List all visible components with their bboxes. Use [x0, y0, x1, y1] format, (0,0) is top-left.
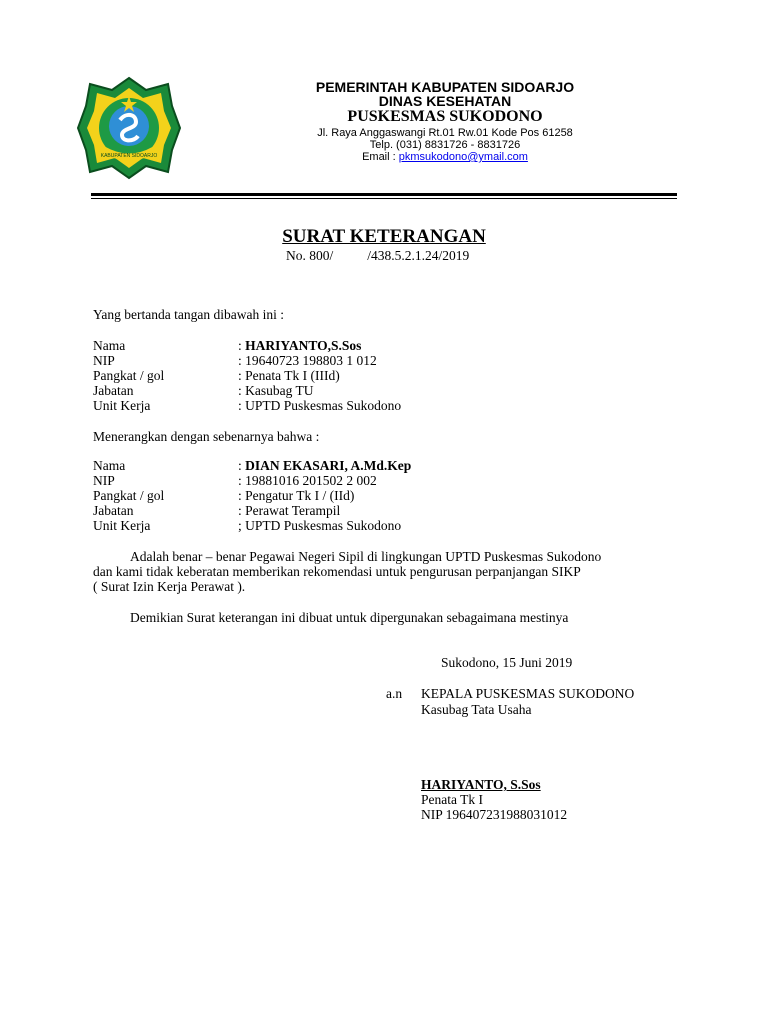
- body-line-1: Adalah benar – benar Pegawai Negeri Sipil di lingkungan UPTD Puskesmas Sukodono: [130, 549, 602, 564]
- svg-text:KABUPATEN SIDOARJO: KABUPATEN SIDOARJO: [100, 153, 158, 159]
- field-value: : Penata Tk I (IIId): [238, 368, 340, 383]
- middle-text: Menerangkan dengan sebenarnya bahwa :: [93, 429, 320, 444]
- field-label: Nama: [93, 338, 126, 353]
- field-label: Unit Kerja: [93, 398, 151, 413]
- field-label: NIP: [93, 473, 115, 488]
- document-number: [286, 248, 469, 264]
- field-value: : DIAN EKASARI, A.Md.Kep: [238, 458, 412, 473]
- signer-title-2: Kasubag Tata Usaha: [421, 702, 532, 717]
- signer-name: HARIYANTO, S.Sos: [421, 777, 541, 792]
- letterhead-department: DINAS KESEHATAN: [378, 93, 512, 109]
- letterhead-phone: Telp. (031) 8831726 - 8831726: [369, 139, 521, 151]
- field-value: : HARIYANTO,S.Sos: [238, 338, 362, 353]
- field-label: Jabatan: [93, 383, 134, 398]
- number-suffix: /438.5.2.1.24/2019: [367, 248, 470, 263]
- intro-text: Yang bertanda tangan dibawah ini :: [93, 307, 284, 322]
- signer-rank: Penata Tk I: [421, 792, 483, 807]
- on-behalf-label: a.n: [386, 686, 403, 701]
- field-value: : 19881016 201502 2 002: [238, 473, 377, 488]
- field-value: : Perawat Terampil: [238, 503, 341, 518]
- field-label: Jabatan: [93, 503, 134, 518]
- document-title: SURAT KETERANGAN: [282, 226, 486, 247]
- field-value: ; UPTD Puskesmas Sukodono: [238, 518, 402, 533]
- field-value: : UPTD Puskesmas Sukodono: [238, 398, 402, 413]
- letterhead-divider-thick: [91, 193, 677, 196]
- field-value: : 19640723 198803 1 012: [238, 353, 377, 368]
- field-value: : Pengatur Tk I / (IId): [238, 488, 355, 503]
- body-line-3: ( Surat Izin Kerja Perawat ).: [93, 579, 246, 594]
- field-label: Unit Kerja: [93, 518, 151, 533]
- letterhead-institution: PUSKESMAS SUKODONO: [347, 108, 543, 125]
- email-link[interactable]: pkmsukodono@ymail.com: [398, 151, 528, 163]
- field-label: Pangkat / gol: [93, 368, 165, 383]
- signer-nip: NIP 196407231988031012: [421, 807, 568, 822]
- field-label: Pangkat / gol: [93, 488, 165, 503]
- body-line-2: dan kami tidak keberatan memberikan rekomendasi untuk pengurusan perpanjangan SIKP: [93, 564, 581, 579]
- field-label: Nama: [93, 458, 126, 473]
- letterhead-government: PEMERINTAH KABUPATEN SIDOARJO: [315, 79, 575, 95]
- letterhead-address: Jl. Raya Anggaswangi Rt.01 Rw.01 Kode Pos 61258: [317, 127, 573, 139]
- field-value: : Kasubag TU: [238, 383, 314, 398]
- place-date: Sukodono, 15 Juni 2019: [441, 655, 573, 670]
- letterhead-divider-thin: [91, 198, 677, 199]
- closing-text: Demikian Surat keterangan ini dibuat untuk dipergunakan sebagaimana mestinya: [130, 610, 569, 625]
- email-label: Email :: [362, 151, 399, 163]
- field-label: NIP: [93, 353, 115, 368]
- signer-title-1: KEPALA PUSKESMAS SUKODONO: [421, 686, 635, 701]
- letterhead-email-line: [260, 151, 630, 163]
- regency-logo: [76, 76, 182, 180]
- number-prefix: No. 800/: [286, 248, 334, 263]
